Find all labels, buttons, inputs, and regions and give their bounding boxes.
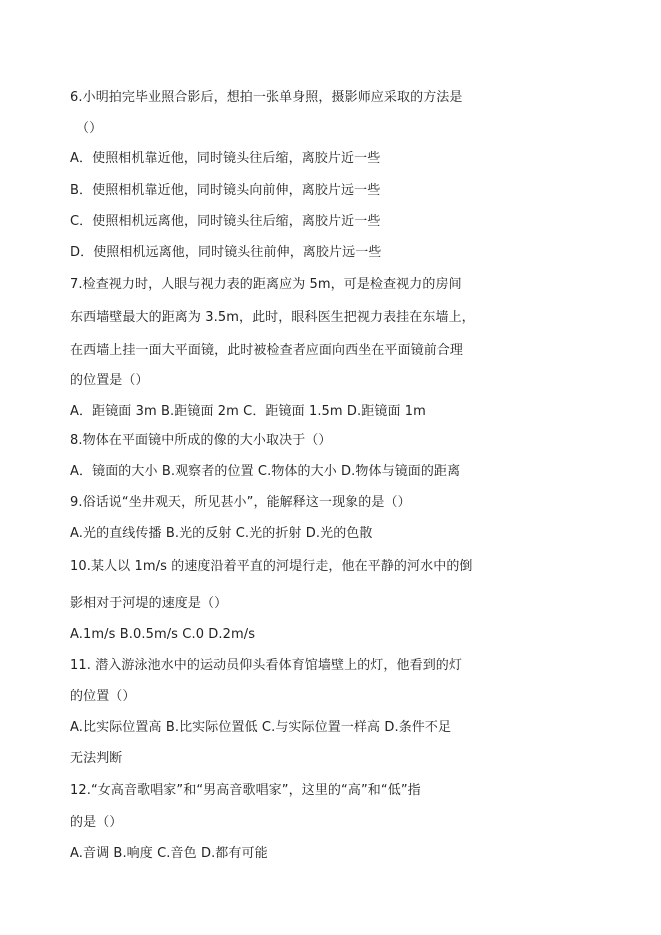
question-7-line-4: 的位置是（） [70,373,149,388]
question-6-line-1: 6.小明拍完毕业照合影后，想拍一张单身照，摄影师应采取的方法是 [70,90,463,105]
question-9-options: A.光的直线传播 B.光的反射 C.光的折射 D.光的色散 [70,526,373,541]
question-7-line-3: 在西墙上挂一面大平面镜，此时被检查者应面向西坐在平面镜前合理 [70,343,464,358]
question-6-option-b: B．使照相机靠近他，同时镜头向前伸，离胶片远一些 [70,183,381,198]
question-8-line-1: 8.物体在平面镜中所成的像的大小取决于（） [70,433,332,448]
question-11-options-line-2: 无法判断 [70,751,123,766]
question-11-line-2: 的位置（） [70,689,136,704]
question-12-line-1: 12.“女高音歌唱家”和“男高音歌唱家”，这里的“高”和“低”指 [70,783,421,798]
question-8-options: A．镜面的大小 B.观察者的位置 C.物体的大小 D.物体与镜面的距离 [70,464,461,479]
question-6-option-c: C．使照相机远离他，同时镜头往后缩，离胶片近一些 [70,214,381,229]
question-7-line-2: 东西墙壁最大的距离为 3.5m，此时，眼科医生把视力表挂在东墙上， [70,310,475,325]
question-10-options: A.1m/s B.0.5m/s C.0 D.2m/s [70,627,256,642]
question-11-options-line-1: A.比实际位置高 B.比实际位置低 C.与实际位置一样高 D.条件不足 [70,720,452,735]
question-6-option-d: D．使照相机远离他，同时镜头往前伸，离胶片远一些 [70,245,382,260]
question-10-line-1: 10.某人以 1m/s 的速度沿着平直的河堤行走，他在平静的河水中的倒 [70,559,473,574]
question-7-options: A．距镜面 3m B.距镜面 2m C．距镜面 1.5m D.距镜面 1m [70,404,426,419]
question-7-line-1: 7.检查视力时，人眼与视力表的距离应为 5m，可是检查视力的房间 [70,277,462,292]
question-11-line-1: 11. 潜入游泳池水中的运动员仰头看体育馆墙壁上的灯，他看到的灯 [70,658,463,673]
question-6-option-a: A．使照相机靠近他，同时镜头往后缩，离胶片近一些 [70,151,381,166]
question-9-line-1: 9.俗话说“坐井观天，所见甚小”，能解释这一现象的是（） [70,495,411,510]
question-12-options: A.音调 B.响度 C.音色 D.都有可能 [70,846,268,861]
question-12-line-2: 的是（） [70,815,123,830]
question-6-line-2: （） [76,121,103,136]
question-10-line-2: 影相对于河堤的速度是（） [70,596,228,611]
